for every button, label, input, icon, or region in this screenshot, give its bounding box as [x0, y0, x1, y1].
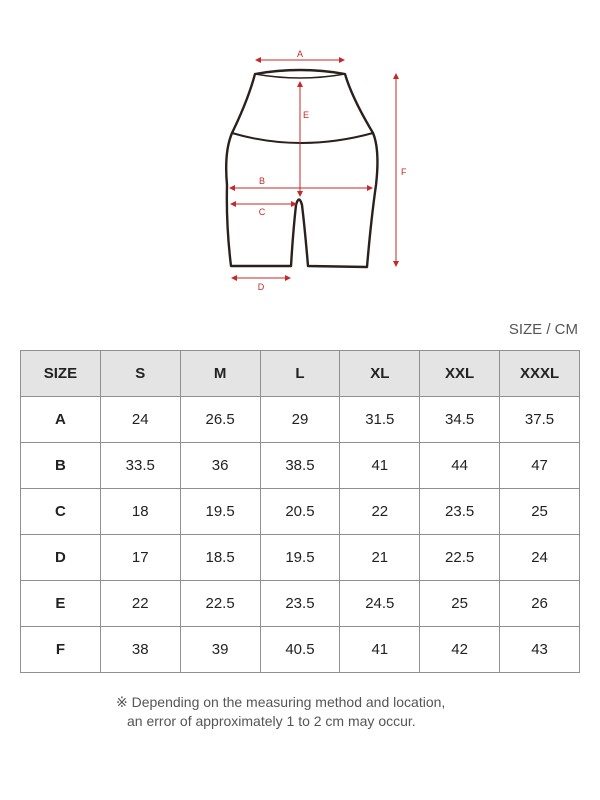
table-cell: 18.5 [180, 535, 260, 581]
column-header: XXL [420, 351, 500, 397]
table-row [21, 443, 580, 489]
table-cell: 29 [260, 397, 340, 443]
table-cell: 22.5 [420, 535, 500, 581]
table-row [21, 489, 580, 535]
column-header: M [180, 351, 260, 397]
shorts-measurement-diagram [0, 0, 600, 310]
table-cell: 37.5 [500, 397, 580, 443]
table-row [21, 535, 580, 581]
row-label: C [21, 489, 101, 535]
table-cell: 25 [420, 581, 500, 627]
table-cell: 47 [500, 443, 580, 489]
column-header-size: SIZE [21, 351, 101, 397]
note-symbol: ※ [116, 694, 128, 710]
table-cell: 36 [180, 443, 260, 489]
table-cell: 41 [340, 627, 420, 673]
table-cell: 38.5 [260, 443, 340, 489]
table-row [21, 581, 580, 627]
table-cell: 26.5 [180, 397, 260, 443]
table-row [21, 627, 580, 673]
table-cell: 23.5 [420, 489, 500, 535]
table-cell: 22.5 [180, 581, 260, 627]
row-label: B [21, 443, 101, 489]
table-cell: 21 [340, 535, 420, 581]
measurement-note [116, 693, 445, 731]
table-cell: 43 [500, 627, 580, 673]
table-cell: 17 [100, 535, 180, 581]
table-cell: 41 [340, 443, 420, 489]
table-cell: 24 [100, 397, 180, 443]
column-header: XXXL [500, 351, 580, 397]
table-cell: 25 [500, 489, 580, 535]
column-header: XL [340, 351, 420, 397]
measure-label-e: E [303, 110, 310, 120]
row-label: E [21, 581, 101, 627]
column-header: S [100, 351, 180, 397]
waistband-line [232, 133, 373, 143]
column-header: L [260, 351, 340, 397]
table-cell: 22 [340, 489, 420, 535]
measure-label-b: B [258, 176, 266, 186]
measure-label-a: A [296, 49, 304, 59]
table-cell: 23.5 [260, 581, 340, 627]
unit-label: SIZE / CM [508, 321, 578, 338]
table-cell: 19.5 [180, 489, 260, 535]
table-cell: 19.5 [260, 535, 340, 581]
table-cell: 39 [180, 627, 260, 673]
row-label: A [21, 397, 101, 443]
table-cell: 38 [100, 627, 180, 673]
measure-label-f: F [401, 167, 407, 177]
table-cell: 24 [500, 535, 580, 581]
table-cell: 44 [420, 443, 500, 489]
row-label: F [21, 627, 101, 673]
row-label: D [21, 535, 101, 581]
table-cell: 33.5 [100, 443, 180, 489]
table-row [21, 397, 580, 443]
table-cell: 31.5 [340, 397, 420, 443]
note-line-1: Depending on the measuring method and location, [131, 694, 446, 710]
size-chart-table [20, 350, 580, 673]
note-line-2: an error of approximately 1 to 2 cm may occur. [127, 713, 416, 729]
table-cell: 20.5 [260, 489, 340, 535]
table-cell: 40.5 [260, 627, 340, 673]
shorts-outline [226, 70, 377, 267]
table-cell: 24.5 [340, 581, 420, 627]
table-cell: 18 [100, 489, 180, 535]
table-cell: 26 [500, 581, 580, 627]
table-cell: 34.5 [420, 397, 500, 443]
measure-label-c: C [258, 207, 266, 217]
table-header-row [21, 351, 580, 397]
measure-label-d: D [257, 282, 265, 292]
table-cell: 42 [420, 627, 500, 673]
table-cell: 22 [100, 581, 180, 627]
waistband-top-curve [255, 74, 345, 78]
